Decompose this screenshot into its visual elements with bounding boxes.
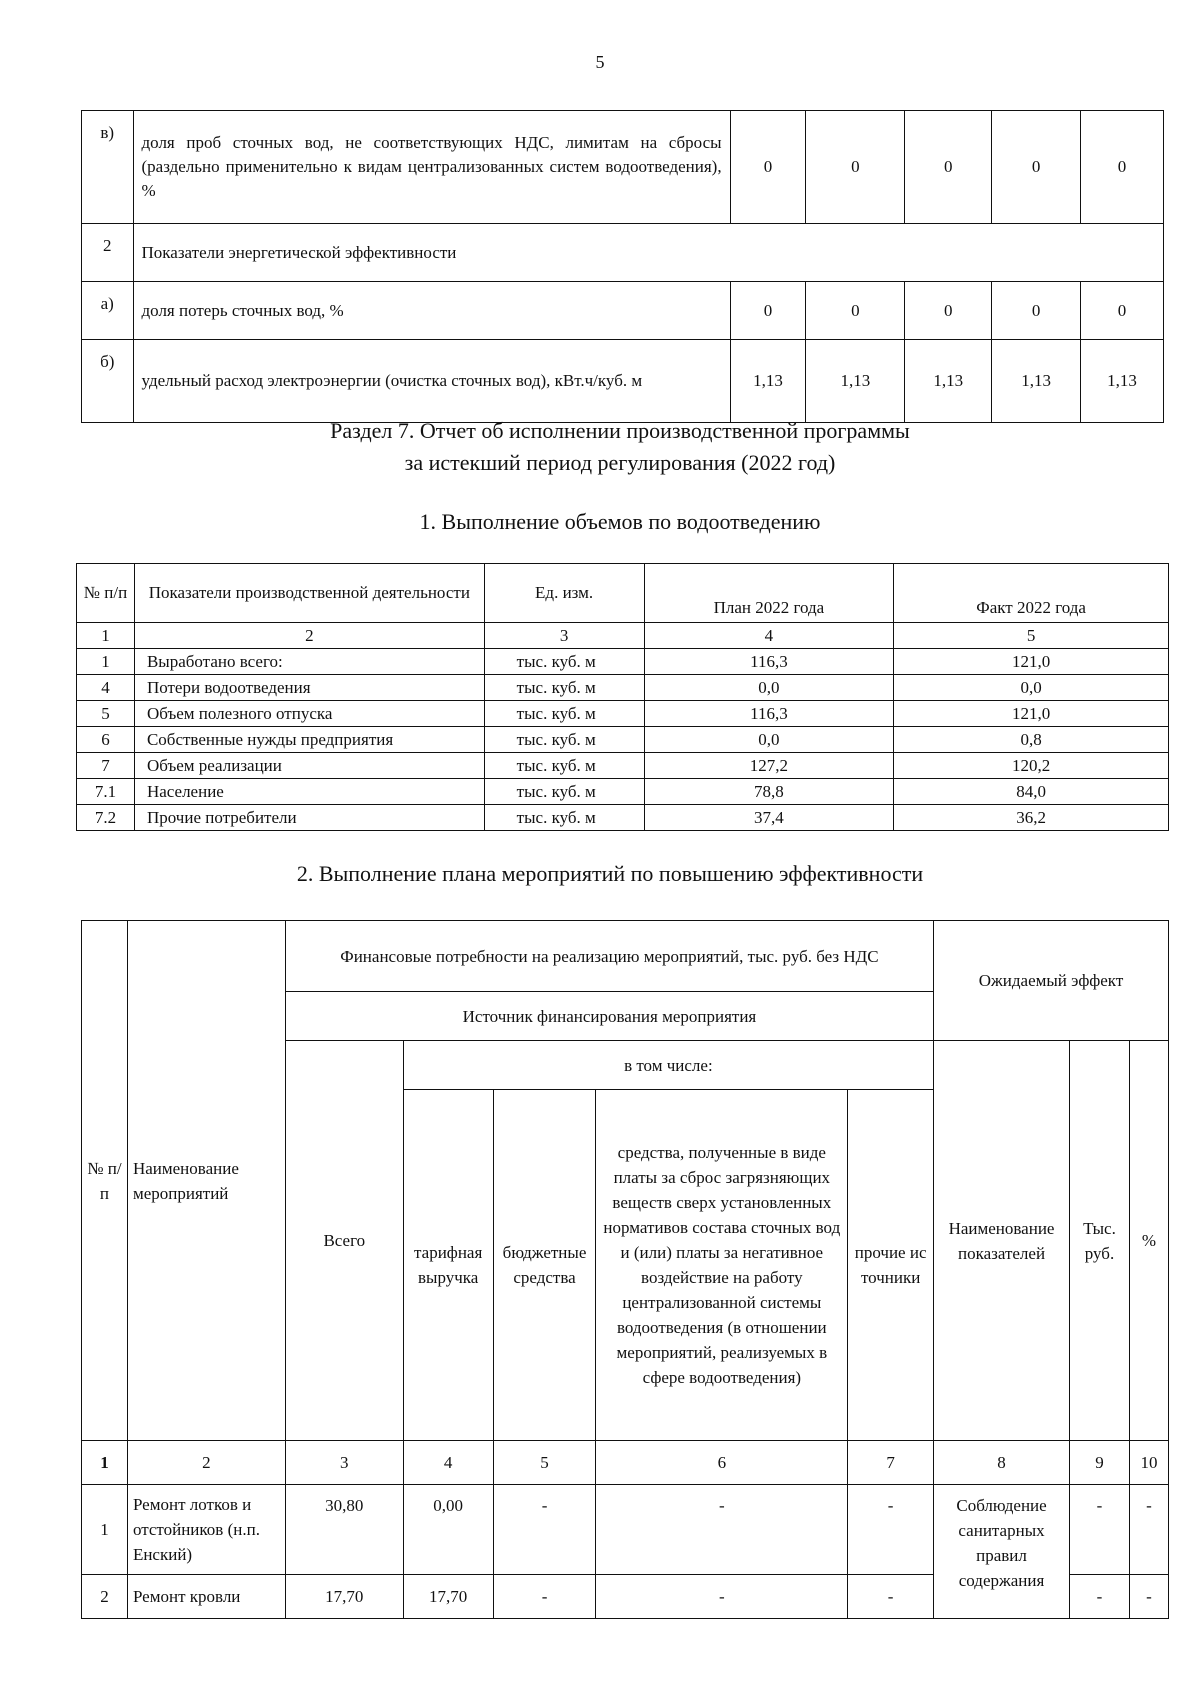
table-row bbox=[82, 111, 1164, 224]
col-number: 3 bbox=[484, 623, 644, 649]
row-plan: 78,8 bbox=[644, 779, 894, 805]
row-unit: тыс. куб. м bbox=[484, 675, 644, 701]
col-number: 10 bbox=[1129, 1441, 1168, 1485]
row-label: а) bbox=[82, 282, 134, 340]
column-number-row bbox=[82, 1441, 1169, 1485]
row-num: 7 bbox=[77, 753, 135, 779]
row-text: Показатели энергетической эффективности bbox=[133, 224, 1163, 282]
row-name: Объем полезного отпуска bbox=[134, 701, 484, 727]
measures-table bbox=[81, 920, 1169, 1619]
col-number: 2 bbox=[134, 623, 484, 649]
header-finance: Финансовые потребности на реализацию мероприятий, тыс. руб. без НДС bbox=[285, 921, 933, 992]
row-fact: 0,0 bbox=[894, 675, 1169, 701]
row-num: 1 bbox=[82, 1485, 128, 1575]
header-row-finance bbox=[82, 921, 1169, 992]
table-row bbox=[77, 701, 1169, 727]
header-indicator: Показатели производственной деятельности bbox=[134, 564, 484, 623]
section-title: Раздел 7. Отчет об исполнении производственной программы bbox=[330, 418, 910, 443]
header-pct: % bbox=[1129, 1041, 1168, 1441]
col-number: 7 bbox=[848, 1441, 934, 1485]
subtitle-measures: 2. Выполнение плана мероприятий по повышению эффективности bbox=[296, 861, 924, 886]
header-num: № п/п bbox=[77, 564, 135, 623]
row-plan: 37,4 bbox=[644, 805, 894, 831]
row-tariff: 0,00 bbox=[403, 1485, 493, 1575]
row-num: 1 bbox=[77, 649, 135, 675]
row-total: 17,70 bbox=[285, 1575, 403, 1619]
row-unit: тыс. куб. м bbox=[484, 805, 644, 831]
row-fact: 121,0 bbox=[894, 701, 1169, 727]
col-number: 2 bbox=[127, 1441, 285, 1485]
header-effect: Ожидаемый эффект bbox=[934, 921, 1169, 1041]
col-number: 9 bbox=[1070, 1441, 1130, 1485]
table-row bbox=[77, 675, 1169, 701]
cell-value: 0 bbox=[806, 111, 905, 224]
header-total: Всего bbox=[285, 1041, 403, 1441]
table-row bbox=[82, 224, 1164, 282]
row-num: 6 bbox=[77, 727, 135, 753]
column-number-row bbox=[77, 623, 1169, 649]
cell-value: 0 bbox=[992, 111, 1081, 224]
cell-value: 1,13 bbox=[806, 340, 905, 423]
row-unit: тыс. куб. м bbox=[484, 727, 644, 753]
header-indicators: Наименование показателей bbox=[934, 1041, 1070, 1441]
col-number: 1 bbox=[82, 1441, 128, 1485]
row-unit: тыс. куб. м bbox=[484, 753, 644, 779]
col-number: 5 bbox=[894, 623, 1169, 649]
row-name: Ремонт кровли bbox=[127, 1575, 285, 1619]
header-fact: Факт 2022 года bbox=[894, 564, 1169, 623]
row-text: доля потерь сточных вод, % bbox=[133, 282, 730, 340]
row-name: Собственные нужды предприятия bbox=[134, 727, 484, 753]
cell-value: 0 bbox=[806, 282, 905, 340]
row-num: 4 bbox=[77, 675, 135, 701]
header-budget: бюджетные средства bbox=[493, 1090, 596, 1441]
header-fees: средства, полученные в виде платы за сброс загрязняющих веществ сверх установленных нормативов состава сточных вод и (или) платы за негативное воздействие на работу централизованной системы водоотведения (в отношении мероприятий, реализуемых в сфере водоотведения) bbox=[596, 1090, 848, 1441]
row-label: б) bbox=[82, 340, 134, 423]
row-fees: - bbox=[596, 1485, 848, 1575]
header-num: № п/п bbox=[82, 921, 128, 1441]
cell-value: 0 bbox=[992, 282, 1081, 340]
row-plan: 127,2 bbox=[644, 753, 894, 779]
cell-value: 1,13 bbox=[905, 340, 992, 423]
row-fact: 84,0 bbox=[894, 779, 1169, 805]
table-row bbox=[77, 753, 1169, 779]
table-row bbox=[77, 649, 1169, 675]
row-plan: 116,3 bbox=[644, 649, 894, 675]
row-name: Население bbox=[134, 779, 484, 805]
cell-value: 0 bbox=[905, 282, 992, 340]
row-unit: тыс. куб. м bbox=[484, 779, 644, 805]
cell-value: 1,13 bbox=[1081, 340, 1164, 423]
row-effect-text: Соблюдение санитарных правил содержания bbox=[934, 1485, 1070, 1619]
cell-value: 0 bbox=[1081, 111, 1164, 224]
row-budget: - bbox=[493, 1575, 596, 1619]
table-row bbox=[82, 1485, 1169, 1575]
row-label: в) bbox=[82, 111, 134, 224]
volumes-table bbox=[76, 563, 1169, 831]
row-fact: 0,8 bbox=[894, 727, 1169, 753]
row-plan: 116,3 bbox=[644, 701, 894, 727]
row-text: доля проб сточных вод, не соответствующих НДС, лимитам на сбросы (раздельно применительно к видам централизованных систем водоотведения), % bbox=[133, 111, 730, 224]
header-including: в том числе: bbox=[403, 1041, 933, 1090]
table-row bbox=[77, 805, 1169, 831]
row-plan: 0,0 bbox=[644, 727, 894, 753]
row-rub: - bbox=[1070, 1575, 1130, 1619]
header-rub: Тыс. руб. bbox=[1070, 1041, 1130, 1441]
table-row bbox=[82, 282, 1164, 340]
header-tariff: тарифная выручка bbox=[403, 1090, 493, 1441]
indicators-table bbox=[81, 110, 1164, 423]
header-other: прочие источники bbox=[848, 1090, 934, 1441]
row-fees: - bbox=[596, 1575, 848, 1619]
row-pct: - bbox=[1129, 1485, 1168, 1575]
row-rub: - bbox=[1070, 1485, 1130, 1575]
table-row bbox=[77, 727, 1169, 753]
row-unit: тыс. куб. м bbox=[484, 649, 644, 675]
row-tariff: 17,70 bbox=[403, 1575, 493, 1619]
cell-value: 1,13 bbox=[992, 340, 1081, 423]
row-text: удельный расход электроэнергии (очистка сточных вод), кВт.ч/куб. м bbox=[133, 340, 730, 423]
col-number: 1 bbox=[77, 623, 135, 649]
row-pct: - bbox=[1129, 1575, 1168, 1619]
row-num: 7.1 bbox=[77, 779, 135, 805]
row-fact: 121,0 bbox=[894, 649, 1169, 675]
subtitle-volumes: 1. Выполнение объемов по водоотведению bbox=[419, 509, 821, 534]
row-num: 5 bbox=[77, 701, 135, 727]
header-name: Наименование мероприятий bbox=[127, 921, 285, 1441]
row-fact: 36,2 bbox=[894, 805, 1169, 831]
row-name: Ремонт лотков и отстойников (н.п. Енский) bbox=[127, 1485, 285, 1575]
row-plan: 0,0 bbox=[644, 675, 894, 701]
row-unit: тыс. куб. м bbox=[484, 701, 644, 727]
section-title-period: за истекший период регулирования (2022 год) bbox=[404, 450, 836, 475]
page-number: 5 bbox=[595, 52, 605, 72]
row-total: 30,80 bbox=[285, 1485, 403, 1575]
cell-value: 0 bbox=[905, 111, 992, 224]
row-other: - bbox=[848, 1575, 934, 1619]
col-number: 3 bbox=[285, 1441, 403, 1485]
cell-value: 1,13 bbox=[730, 340, 806, 423]
header-source: Источник финансирования мероприятия bbox=[285, 992, 933, 1041]
cell-value: 0 bbox=[1081, 282, 1164, 340]
row-name: Выработано всего: bbox=[134, 649, 484, 675]
header-unit: Ед. изм. bbox=[484, 564, 644, 623]
header-plan: План 2022 года bbox=[644, 564, 894, 623]
row-num: 2 bbox=[82, 1575, 128, 1619]
col-number: 5 bbox=[493, 1441, 596, 1485]
table-header-row bbox=[77, 564, 1169, 623]
col-number: 4 bbox=[644, 623, 894, 649]
cell-value: 0 bbox=[730, 282, 806, 340]
cell-value: 0 bbox=[730, 111, 806, 224]
table-row bbox=[77, 779, 1169, 805]
row-budget: - bbox=[493, 1485, 596, 1575]
col-number: 8 bbox=[934, 1441, 1070, 1485]
col-number: 4 bbox=[403, 1441, 493, 1485]
row-label: 2 bbox=[82, 224, 134, 282]
row-name: Прочие потребители bbox=[134, 805, 484, 831]
table-row bbox=[82, 340, 1164, 423]
row-name: Потери водоотведения bbox=[134, 675, 484, 701]
row-num: 7.2 bbox=[77, 805, 135, 831]
col-number: 6 bbox=[596, 1441, 848, 1485]
row-name: Объем реализации bbox=[134, 753, 484, 779]
row-other: - bbox=[848, 1485, 934, 1575]
row-fact: 120,2 bbox=[894, 753, 1169, 779]
